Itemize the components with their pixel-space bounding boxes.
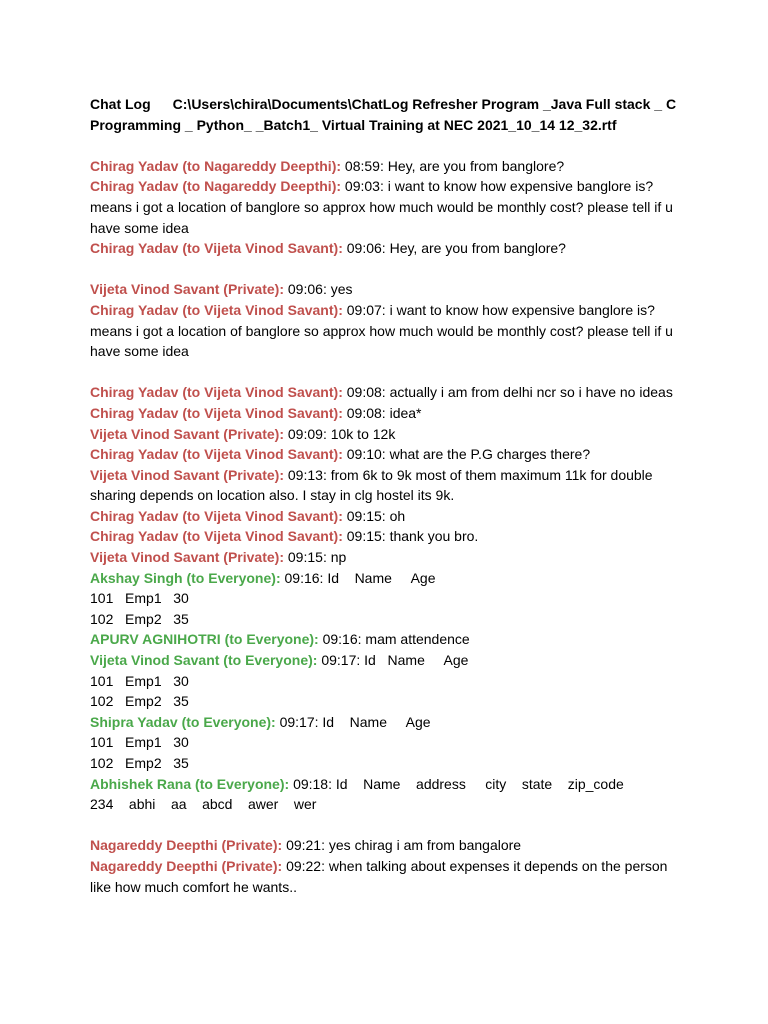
message-text: Id Name Age [322, 713, 431, 730]
time-separator: : [379, 157, 388, 174]
time-separator: : [357, 631, 366, 648]
message-sender: Chirag Yadav (to Vijeta Vinod Savant) [90, 446, 339, 463]
time-separator: : [381, 528, 390, 545]
message-sender: Vijeta Vinod Savant (Private) [90, 466, 280, 483]
chat-message [90, 568, 690, 630]
time-separator: : [381, 301, 390, 318]
message-time: 08:59 [344, 157, 380, 174]
title-path: C:\Users\chira\Documents\ChatLog Refresher Program _Java Full stack _ C Programming _ Python_ _Batch1_ Virtual Training at NEC 2021_10_14 12_32.rtf [90, 96, 677, 133]
sender-separator: : [338, 301, 347, 318]
sender-separator: : [338, 528, 347, 545]
message-text: Id Name address city state zip_code [335, 775, 624, 792]
chat-message [90, 506, 690, 527]
message-time: 09:18 [293, 775, 329, 792]
message-sender: Abhishek Rana (to Everyone) [90, 775, 285, 792]
chat-message [90, 424, 690, 445]
sender-separator: : [279, 281, 288, 298]
sender-separator: : [338, 404, 347, 421]
sender-separator: : [338, 446, 347, 463]
message-text: what are the P.G charges there? [389, 446, 591, 463]
chat-message [90, 444, 690, 465]
sender-separator: : [277, 837, 287, 854]
sender-separator: : [314, 631, 323, 648]
time-separator: : [322, 466, 331, 483]
message-gap [90, 259, 690, 280]
message-sender: Vijeta Vinod Savant (Private) [90, 281, 280, 298]
message-text: yes [330, 281, 353, 298]
message-sender: Nagareddy Deepthi (Private) [90, 837, 278, 854]
message-text: i want to know how expensive banglore is? means i got a location of banglore so approx how much would be monthly cost? please tell if u have some idea [90, 301, 677, 360]
time-separator: : [322, 425, 331, 442]
message-extra-line: 102 Emp2 35 [90, 693, 189, 710]
sender-separator: : [271, 713, 280, 730]
message-extra-line: 234 abhi aa abcd awer wer [90, 796, 317, 813]
sender-separator: : [279, 549, 288, 566]
time-separator: : [356, 652, 365, 669]
message-extra-line: 101 Emp1 30 [90, 672, 189, 689]
chat-message [90, 650, 690, 712]
message-time: 09:08 [346, 404, 382, 421]
time-separator: : [381, 384, 390, 401]
chat-message [90, 156, 690, 177]
message-time: 09:08 [346, 384, 382, 401]
message-extra-line: 102 Emp2 35 [90, 610, 189, 627]
chat-log-document [90, 94, 690, 897]
message-extra-line: 101 Emp1 30 [90, 590, 189, 607]
message-sender: Akshay Singh (to Everyone) [90, 569, 276, 586]
message-sender: Vijeta Vinod Savant (Private) [90, 549, 280, 566]
time-separator: : [381, 507, 390, 524]
chat-message [90, 238, 690, 259]
chat-message [90, 300, 690, 362]
message-time: 09:06 [346, 240, 382, 257]
time-separator: : [322, 549, 331, 566]
message-time: 09:10 [346, 446, 382, 463]
time-separator: : [328, 775, 336, 792]
message-time: 09:16 [322, 631, 358, 648]
message-text: Hey, are you from banglore? [389, 240, 566, 257]
message-time: 09:15 [287, 549, 323, 566]
chat-message [90, 774, 690, 815]
chat-message [90, 403, 690, 424]
time-separator: : [321, 837, 329, 854]
message-sender: Chirag Yadav (to Nagareddy Deepthi) [90, 178, 337, 195]
chat-message [90, 465, 690, 506]
message-time: 09:22 [286, 857, 322, 874]
message-extra-line: 102 Emp2 35 [90, 755, 189, 771]
document-title [90, 94, 690, 135]
message-list [90, 156, 690, 897]
message-text: np [330, 549, 347, 566]
message-sender: Nagareddy Deepthi (Private) [90, 857, 278, 874]
message-sender: Chirag Yadav (to Nagareddy Deepthi) [90, 157, 337, 174]
message-sender: Chirag Yadav (to Vijeta Vinod Savant) [90, 528, 339, 545]
message-sender: Chirag Yadav (to Vijeta Vinod Savant) [90, 301, 339, 318]
message-text: thank you bro. [389, 528, 479, 545]
message-time: 09:15 [346, 528, 382, 545]
sender-separator: : [284, 775, 294, 792]
message-sender: Shipra Yadav (to Everyone) [90, 713, 272, 730]
sender-separator: : [338, 240, 347, 257]
message-time: 09:15 [346, 507, 382, 524]
message-sender: Vijeta Vinod Savant (Private) [90, 425, 280, 442]
message-time: 09:09 [287, 425, 323, 442]
time-separator: : [319, 569, 328, 586]
message-text: from 6k to 9k most of them maximum 11k for double sharing depends on location also. I stay in clg hostel its 9k. [90, 466, 657, 504]
sender-separator: : [312, 652, 322, 669]
chat-message [90, 629, 690, 650]
time-separator: : [379, 178, 388, 195]
time-separator: : [314, 713, 323, 730]
chat-message [90, 547, 690, 568]
message-sender: Chirag Yadav (to Vijeta Vinod Savant) [90, 384, 339, 401]
message-sender: Chirag Yadav (to Vijeta Vinod Savant) [90, 404, 339, 421]
message-time: 09:07 [346, 301, 382, 318]
title-label: Chat Log [90, 96, 151, 112]
message-text: Id Name Age [327, 569, 436, 586]
chat-message [90, 279, 690, 300]
message-gap [90, 815, 690, 836]
message-text: mam attendence [365, 631, 470, 648]
sender-separator: : [336, 157, 345, 174]
sender-separator: : [279, 425, 288, 442]
message-time: 09:03 [344, 178, 380, 195]
sender-separator: : [279, 466, 288, 483]
chat-message [90, 856, 690, 897]
message-time: 09:21 [286, 837, 322, 854]
time-separator: : [322, 281, 331, 298]
sender-separator: : [336, 178, 345, 195]
message-extra-line: 101 Emp1 30 [90, 734, 189, 751]
time-separator: : [381, 240, 390, 257]
message-text: when talking about expenses it depends on the person like how much comfort he wants.. [90, 857, 672, 895]
message-time: 09:17 [279, 713, 315, 730]
message-text: i want to know how expensive banglore is? means i got a location of banglore so approx how much would be monthly cost? please tell if u have some idea [90, 178, 677, 236]
time-separator: : [321, 857, 329, 874]
message-sender: Vijeta Vinod Savant (to Everyone) [90, 652, 313, 669]
time-separator: : [381, 404, 390, 421]
message-time: 09:16 [284, 569, 320, 586]
message-text: Id Name Age [364, 652, 469, 669]
chat-message [90, 712, 690, 774]
sender-separator: : [338, 384, 347, 401]
message-text: 10k to 12k [330, 425, 396, 442]
sender-separator: : [275, 569, 285, 586]
message-text: actually i am from delhi ncr so i have no ideas [389, 384, 673, 401]
message-text: yes chirag i am from bangalore [328, 837, 522, 854]
message-text: oh [389, 507, 406, 524]
message-time: 09:17 [321, 652, 357, 669]
message-text: Hey, are you from banglore? [387, 157, 565, 174]
chat-message [90, 176, 690, 238]
message-gap [90, 362, 690, 383]
chat-message [90, 382, 690, 403]
message-time: 09:06 [287, 281, 323, 298]
message-sender: Chirag Yadav (to Vijeta Vinod Savant) [90, 240, 339, 257]
time-separator: : [381, 446, 390, 463]
sender-separator: : [277, 857, 287, 874]
message-sender: Chirag Yadav (to Vijeta Vinod Savant) [90, 507, 339, 524]
chat-message [90, 526, 690, 547]
sender-separator: : [338, 507, 347, 524]
message-sender: APURV AGNIHOTRI (to Everyone) [90, 631, 315, 648]
message-time: 09:13 [287, 466, 323, 483]
message-text: idea* [389, 404, 422, 421]
chat-message [90, 835, 690, 856]
